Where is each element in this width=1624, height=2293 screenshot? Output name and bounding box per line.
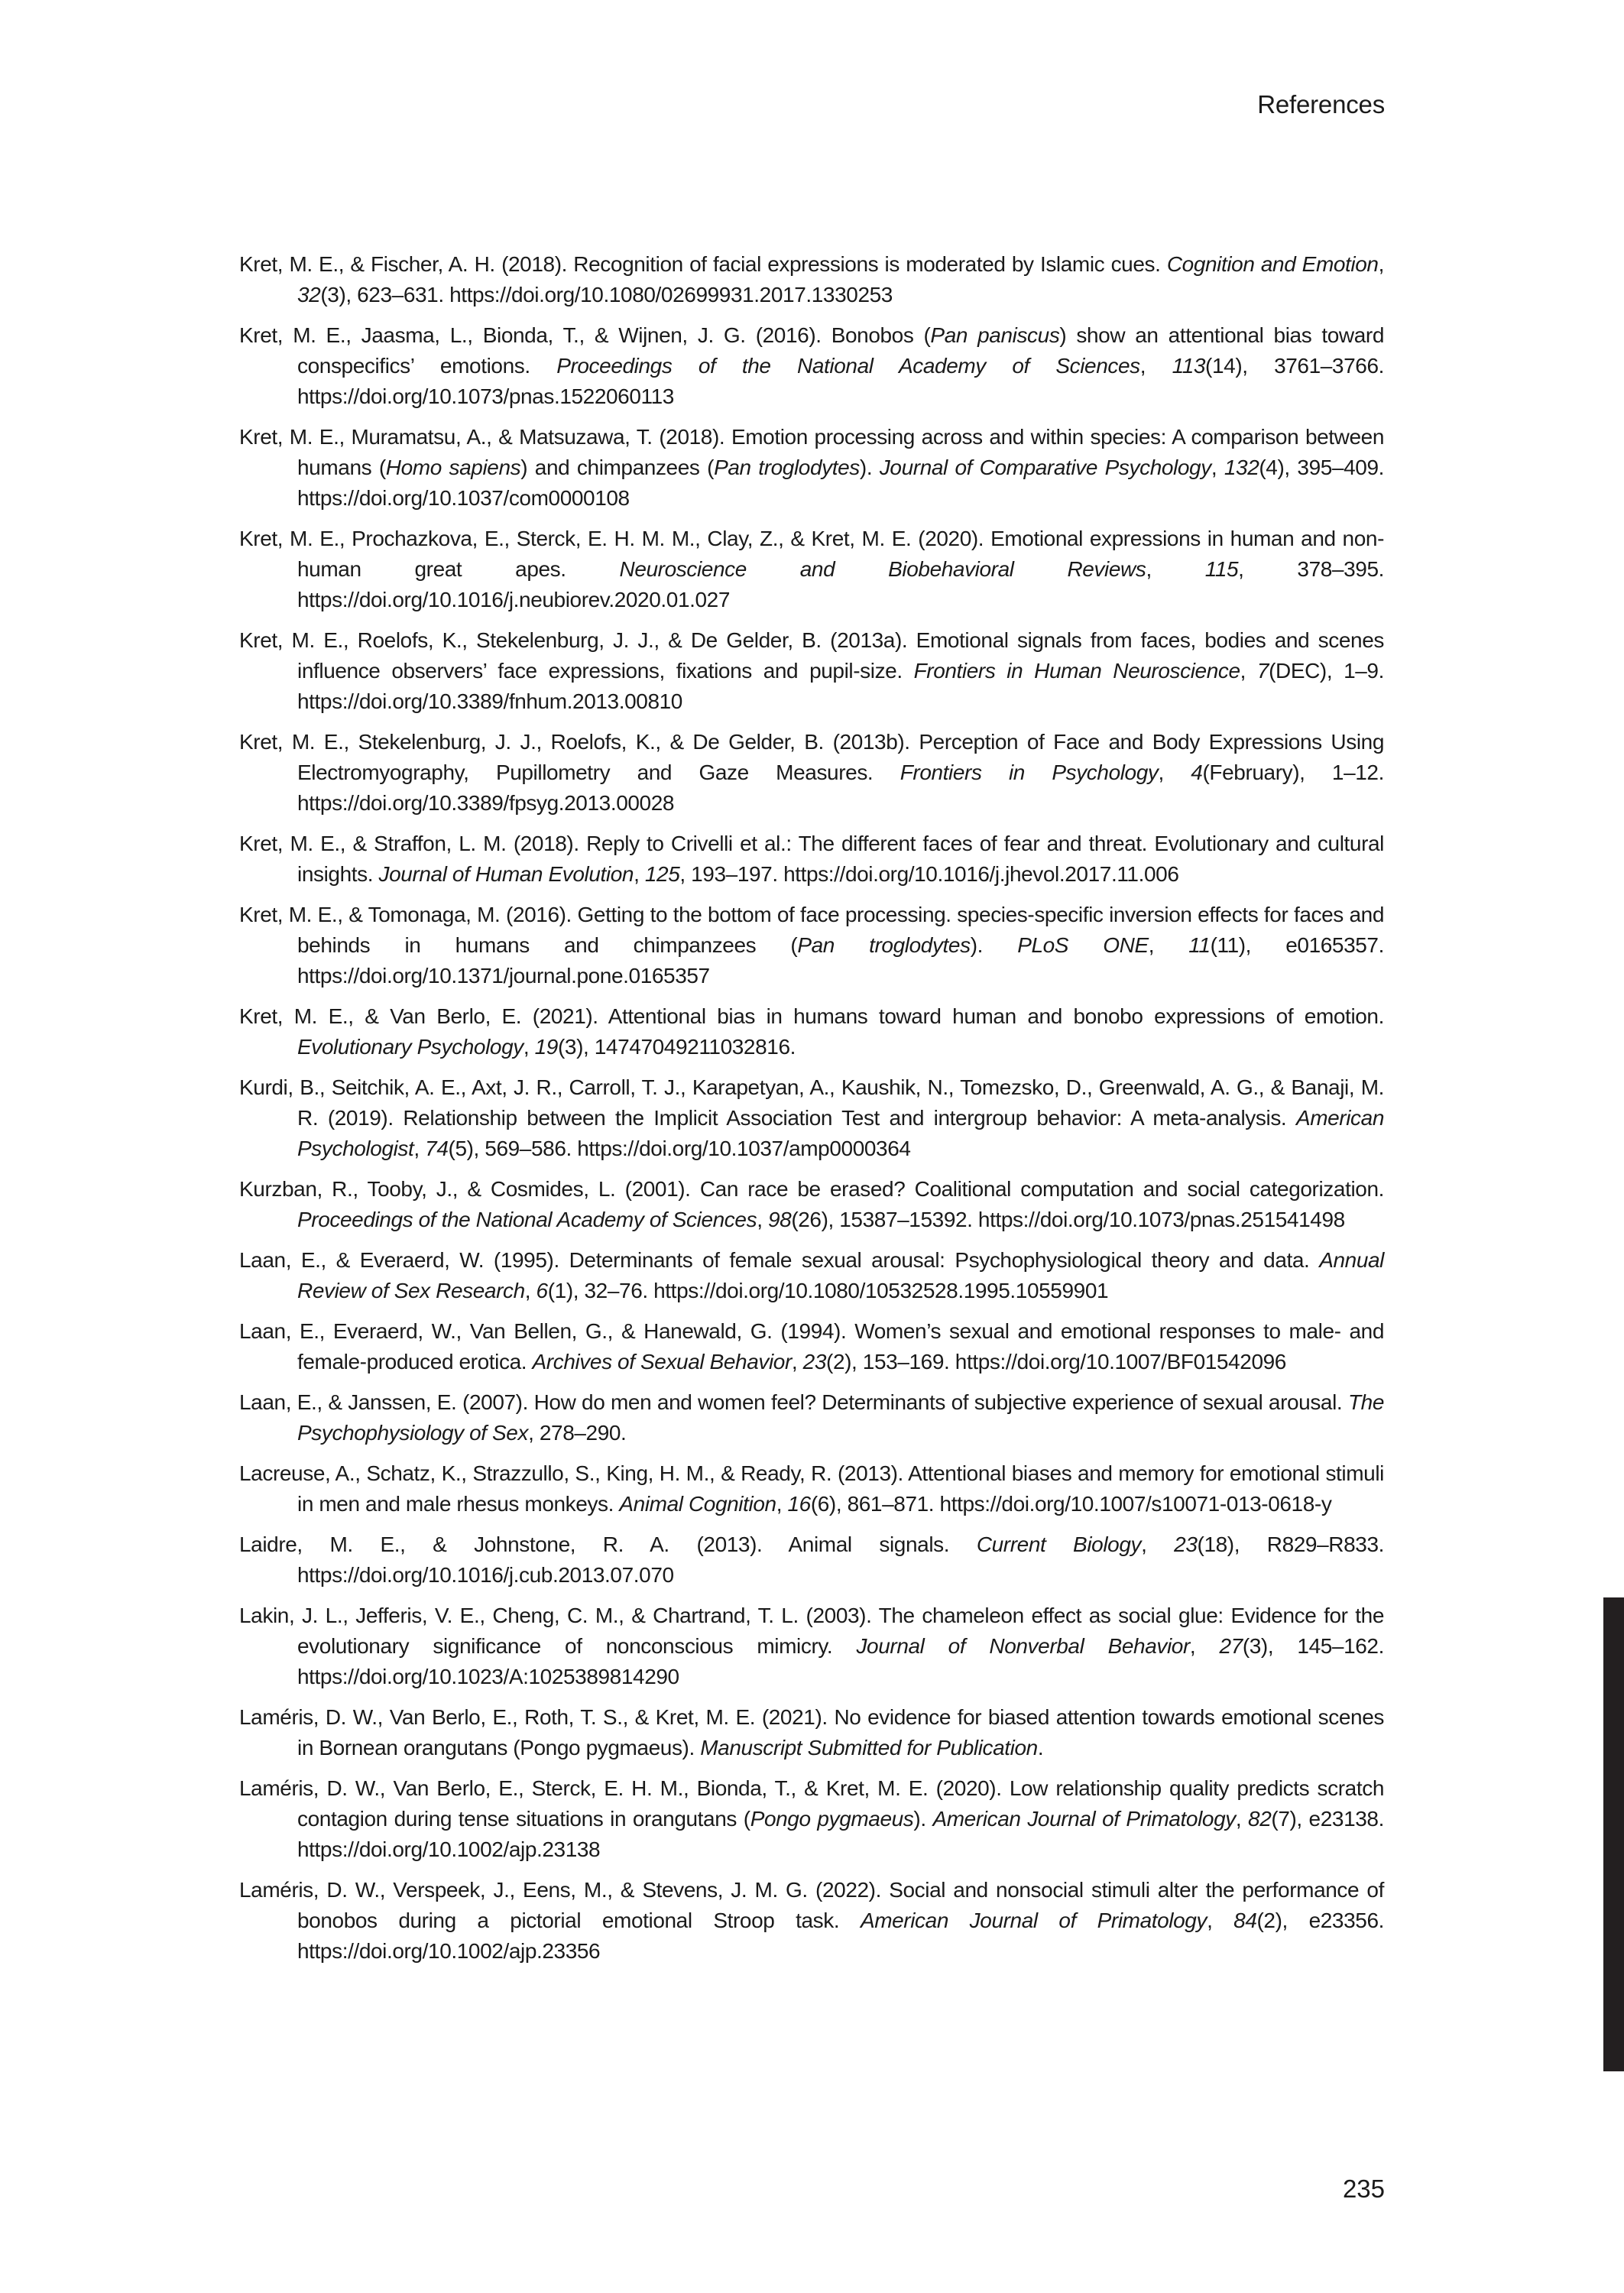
reference-entry xyxy=(239,1601,1384,1692)
reference-italic-run: Animal Cognition xyxy=(619,1492,776,1516)
reference-text-run: (1), 32–76. https://doi.org/10.1080/10532528.1995.10559901 xyxy=(547,1279,1109,1302)
page-number: 235 xyxy=(1342,2175,1385,2203)
reference-text-run: Laméris, D. W., Van Berlo, E., Roth, T. S., & Kret, M. E. (2021). No evidence for biased attention towards emotional scenes in Bornean orangutans (Pongo pygmaeus). xyxy=(239,1705,1384,1759)
reference-text-run: Kret, M. E., Jaasma, L., Bionda, T., & Wijnen, J. G. (2016). Bonobos ( xyxy=(239,323,931,347)
reference-text-run: , xyxy=(1378,252,1384,276)
reference-italic-run: The Psychophysiology of Sex xyxy=(297,1390,1384,1445)
reference-text-run: Kret, M. E., & Tomonaga, M. (2016). Getting to the bottom of face processing. species-specific inversion effects for faces and behinds in humans and chimpanzees ( xyxy=(239,903,1384,957)
reference-text-run: ). xyxy=(913,1807,933,1831)
reference-italic-run: Journal of Human Evolution xyxy=(378,862,634,886)
reference-italic-run: Frontiers in Psychology xyxy=(900,761,1159,784)
reference-italic-run: 11 xyxy=(1188,933,1211,957)
reference-italic-run: Journal of Comparative Psychology xyxy=(879,456,1211,479)
reference-text-run: , xyxy=(757,1208,768,1231)
reference-entry xyxy=(239,727,1384,819)
reference-text-run: Kret, M. E., & Fischer, A. H. (2018). Recognition of facial expressions is moderated by Islamic cues. xyxy=(239,252,1167,276)
reference-text-run: , xyxy=(1139,354,1172,378)
reference-italic-run: Pan troglodytes xyxy=(714,456,860,479)
reference-text-run: , xyxy=(1235,1807,1249,1831)
reference-italic-run: Evolutionary Psychology xyxy=(297,1035,524,1059)
reference-text-run: , xyxy=(1148,933,1189,957)
reference-italic-run: 19 xyxy=(534,1035,558,1059)
reference-entry xyxy=(239,1174,1384,1235)
reference-text-run: (14), 3761–3766. https://doi.org/10.1073/pnas.1522060113 xyxy=(297,354,1384,408)
reference-italic-run: 132 xyxy=(1224,456,1259,479)
reference-italic-run: American Journal of Primatology xyxy=(932,1807,1236,1831)
reference-text-run: (2), e23356. https://doi.org/10.1002/ajp.23356 xyxy=(297,1909,1384,1963)
reference-text-run: Kret, M. E., & Van Berlo, E. (2021). Attentional bias in humans toward human and bonobo expressions of emotion. xyxy=(239,1004,1384,1028)
reference-italic-run: PLoS ONE xyxy=(1017,933,1149,957)
reference-italic-run: 4 xyxy=(1191,761,1203,784)
reference-text-run: (4), 395–409. https://doi.org/10.1037/com0000108 xyxy=(297,456,1384,510)
reference-entry xyxy=(239,320,1384,412)
reference-italic-run: Current Biology xyxy=(976,1532,1142,1556)
reference-entry xyxy=(239,829,1384,890)
reference-italic-run: Proceedings of the National Academy of Sciences xyxy=(297,1208,757,1231)
reference-italic-run: Archives of Sexual Behavior xyxy=(532,1350,792,1374)
reference-entry xyxy=(239,1773,1384,1865)
reference-italic-run: Frontiers in Human Neuroscience xyxy=(913,659,1240,683)
reference-text-run: , xyxy=(1211,456,1224,479)
reference-entry xyxy=(239,524,1384,615)
reference-text-run: , 278–290. xyxy=(528,1421,627,1445)
reference-text-run: (26), 15387–15392. https://doi.org/10.1073/pnas.251541498 xyxy=(791,1208,1345,1231)
reference-text-run: , xyxy=(634,862,645,886)
reference-italic-run: 23 xyxy=(1174,1532,1198,1556)
reference-text-run: ). xyxy=(970,933,1018,957)
reference-text-run: Kret, M. E., Muramatsu, A., & Matsuzawa, T. (2018). Emotion processing across and within species: A comparison between humans ( xyxy=(239,425,1384,479)
reference-italic-run: 125 xyxy=(644,862,680,886)
reference-italic-run: American Psychologist xyxy=(297,1106,1384,1160)
reference-text-run: (6), 861–871. https://doi.org/10.1007/s10071-013-0618-y xyxy=(810,1492,1332,1516)
reference-text-run: (7), e23138. https://doi.org/10.1002/ajp.23138 xyxy=(297,1807,1384,1861)
reference-text-run: Laméris, D. W., Verspeek, J., Eens, M., & Stevens, J. M. G. (2022). Social and nonsocial stimuli alter the performance of bonobos during a pictorial emotional Stroop task. xyxy=(239,1878,1384,1932)
reference-text-run: , xyxy=(524,1279,536,1302)
reference-text-run: , xyxy=(776,1492,788,1516)
reference-entry xyxy=(239,249,1384,310)
reference-text-run: , xyxy=(1189,1634,1220,1658)
reference-text-run: , xyxy=(413,1137,426,1160)
reference-text-run: Kurzban, R., Tooby, J., & Cosmides, L. (2001). Can race be erased? Coalitional computation and social categorization. xyxy=(239,1177,1384,1201)
reference-text-run: ). xyxy=(859,456,880,479)
reference-text-run: . xyxy=(1037,1736,1044,1759)
reference-text-run: , xyxy=(1240,659,1257,683)
reference-list xyxy=(239,249,1384,1977)
reference-italic-run: 113 xyxy=(1172,354,1206,378)
reference-italic-run: Pan paniscus xyxy=(930,323,1060,347)
reference-text-run: Laméris, D. W., Van Berlo, E., Sterck, E. H. M., Bionda, T., & Kret, M. E. (2020). Low relationship quality predicts scratch contagion during tense situations in orangutans ( xyxy=(239,1776,1384,1831)
reference-text-run: ) and chimpanzees ( xyxy=(520,456,715,479)
reference-text-run: (11), e0165357. https://doi.org/10.1371/journal.pone.0165357 xyxy=(297,933,1384,988)
reference-entry xyxy=(239,1316,1384,1377)
reference-text-run: ) show an attentional bias toward conspecifics’ emotions. xyxy=(297,323,1384,378)
reference-text-run: , xyxy=(1146,557,1205,581)
reference-italic-run: 74 xyxy=(425,1137,449,1160)
reference-italic-run: 98 xyxy=(767,1208,792,1231)
reference-text-run: Laan, E., Everaerd, W., Van Bellen, G., & Hanewald, G. (1994). Women’s sexual and emotional responses to male- and female-produced erotica. xyxy=(239,1319,1384,1374)
reference-italic-run: Pan troglodytes xyxy=(797,933,971,957)
reference-text-run: , xyxy=(1207,1909,1234,1932)
reference-text-run: (2), 153–169. https://doi.org/10.1007/BF01542096 xyxy=(826,1350,1286,1374)
reference-entry xyxy=(239,1072,1384,1164)
reference-text-run: Kret, M. E., Roelofs, K., Stekelenburg, J. J., & De Gelder, B. (2013a). Emotional signals from faces, bodies and scenes influence observers’ face expressions, fixations and pupil-size. xyxy=(239,628,1384,683)
reference-text-run: (3), 145–162. https://doi.org/10.1023/A:1025389814290 xyxy=(297,1634,1384,1688)
reference-italic-run: Annual Review of Sex Research xyxy=(297,1248,1384,1302)
reference-italic-run: 84 xyxy=(1233,1909,1257,1932)
reference-italic-run: 115 xyxy=(1204,557,1239,581)
reference-italic-run: 16 xyxy=(787,1492,811,1516)
reference-text-run: Laan, E., & Janssen, E. (2007). How do men and women feel? Determinants of subjective experience of sexual arousal. xyxy=(239,1390,1348,1414)
reference-text-run: (18), R829–R833. https://doi.org/10.1016/j.cub.2013.07.070 xyxy=(297,1532,1384,1587)
reference-entry xyxy=(239,625,1384,717)
reference-italic-run: 7 xyxy=(1256,659,1269,683)
reference-text-run: (5), 569–586. https://doi.org/10.1037/amp0000364 xyxy=(448,1137,911,1160)
reference-italic-run: 27 xyxy=(1219,1634,1243,1658)
reference-text-run: , xyxy=(791,1350,803,1374)
reference-text-run: , 193–197. https://doi.org/10.1016/j.jhevol.2017.11.006 xyxy=(679,862,1179,886)
reference-text-run: Lacreuse, A., Schatz, K., Strazzullo, S., King, H. M., & Ready, R. (2013). Attentional biases and memory for emotional stimuli in men and male rhesus monkeys. xyxy=(239,1461,1384,1516)
reference-italic-run: Neuroscience and Biobehavioral Reviews xyxy=(619,557,1146,581)
reference-text-run: Laan, E., & Everaerd, W. (1995). Determinants of female sexual arousal: Psychophysiological theory and data. xyxy=(239,1248,1320,1272)
reference-text-run: Kurdi, B., Seitchik, A. E., Axt, J. R., Carroll, T. J., Karapetyan, A., Kaushik, N., Tomezsko, D., Greenwald, A. G., & Banaji, M. R. (2019). Relationship between the Implicit Association Test and intergroup behavior: A meta-analysis. xyxy=(239,1075,1384,1130)
reference-italic-run: Cognition and Emotion xyxy=(1166,252,1379,276)
reference-entry xyxy=(239,1001,1384,1062)
reference-text-run: (3), 623–631. https://doi.org/10.1080/02699931.2017.1330253 xyxy=(320,283,893,306)
reference-italic-run: Proceedings of the National Academy of Sciences xyxy=(556,354,1140,378)
reference-text-run: Laidre, M. E., & Johnstone, R. A. (2013). Animal signals. xyxy=(239,1532,977,1556)
reference-entry xyxy=(239,422,1384,514)
reference-text-run: Lakin, J. L., Jefferis, V. E., Cheng, C. M., & Chartrand, T. L. (2003). The chameleon effect as social glue: Evidence for the evolutionary significance of nonconscious mimicry. xyxy=(239,1604,1384,1658)
reference-text-run: Kret, M. E., & Straffon, L. M. (2018). Reply to Crivelli et al.: The different faces of fear and threat. Evolutionary and cultural insights. xyxy=(239,832,1384,886)
reference-text-run: , xyxy=(523,1035,535,1059)
reference-entry xyxy=(239,1245,1384,1306)
reference-entry xyxy=(239,900,1384,991)
reference-entry xyxy=(239,1529,1384,1591)
thumb-index-tab xyxy=(1603,1597,1624,2071)
reference-text-run: , xyxy=(1141,1532,1175,1556)
reference-text-run: (February), 1–12. https://doi.org/10.3389/fpsyg.2013.00028 xyxy=(297,761,1384,815)
reference-italic-run: Manuscript Submitted for Publication xyxy=(700,1736,1038,1759)
reference-italic-run: Pongo pygmaeus xyxy=(750,1807,914,1831)
reference-italic-run: Homo sapiens xyxy=(385,456,521,479)
reference-text-run: (3), 14747049211032816. xyxy=(557,1035,796,1059)
reference-italic-run: 23 xyxy=(802,1350,827,1374)
reference-text-run: Kret, M. E., Stekelenburg, J. J., Roelofs, K., & De Gelder, B. (2013b). Perception of Face and Body Expressions Using Electromyography, Pupillometry and Gaze Measures. xyxy=(239,730,1384,784)
reference-text-run: , 378–395. https://doi.org/10.1016/j.neubiorev.2020.01.027 xyxy=(297,557,1384,611)
reference-italic-run: 6 xyxy=(536,1279,548,1302)
reference-entry xyxy=(239,1875,1384,1967)
reference-entry xyxy=(239,1702,1384,1763)
reference-entry xyxy=(239,1458,1384,1519)
reference-text-run: (DEC), 1–9. https://doi.org/10.3389/fnhum.2013.00810 xyxy=(297,659,1384,713)
reference-italic-run: American Journal of Primatology xyxy=(860,1909,1207,1932)
reference-italic-run: 32 xyxy=(297,283,321,306)
reference-text-run: , xyxy=(1158,761,1191,784)
running-head: References xyxy=(1257,90,1385,118)
reference-italic-run: 82 xyxy=(1248,1807,1272,1831)
reference-italic-run: Journal of Nonverbal Behavior xyxy=(856,1634,1190,1658)
reference-text-run: Kret, M. E., Prochazkova, E., Sterck, E. H. M. M., Clay, Z., & Kret, M. E. (2020). Emotional expressions in human and non-human great apes. xyxy=(239,527,1384,581)
reference-entry xyxy=(239,1387,1384,1448)
